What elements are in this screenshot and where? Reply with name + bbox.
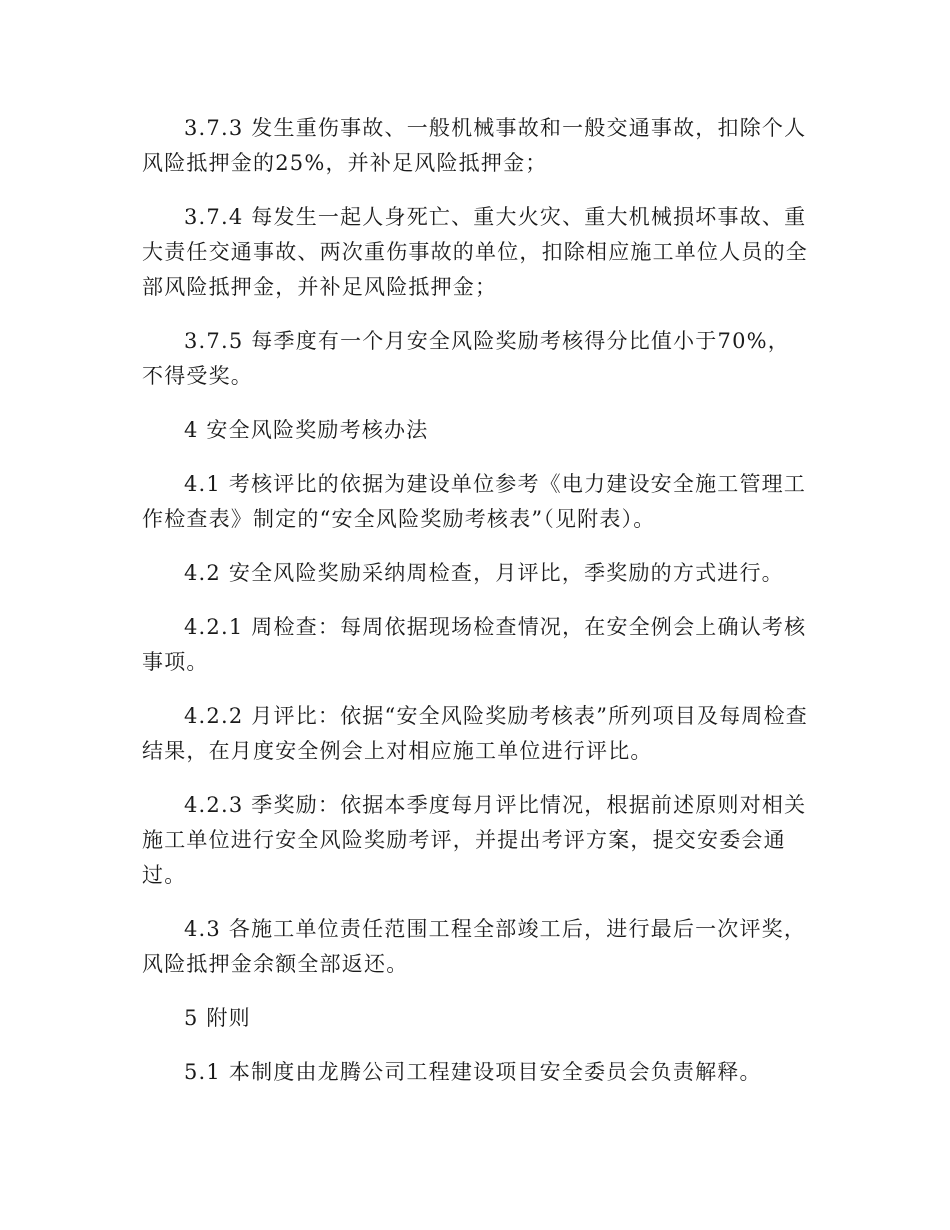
clause-3-7-5: 3.7.5 每季度有一个月安全风险奖励考核得分比值小于70%，不得受奖。	[142, 329, 790, 388]
clause-3-7-3: 3.7.3 发生重伤事故、一般机械事故和一般交通事故，扣除个人风险抵押金的25%，并补足风险抵押金；	[142, 116, 807, 175]
clause-4-2-3: 4.2.3 季奖励：依据本季度每月评比情况，根据前述原则对相关施工单位进行安全风险奖励考评，并提出考评方案，提交安委会通过。	[142, 793, 807, 887]
clause-3-7-4: 3.7.4 每发生一起人身死亡、重大火灾、重大机械损坏事故、重大责任交通事故、两次重伤事故的单位，扣除相应施工单位人员的全部风险抵押金，并补足风险抵押金；	[142, 205, 808, 299]
document-body	[142, 111, 810, 1109]
clause-4-2-1: 4.2.1 周检查：每周依据现场检查情况，在安全例会上确认考核事项。	[142, 615, 807, 674]
clause-4-2-2: 4.2.2 月评比：依据“安全风险奖励考核表”所列项目及每周检查结果，在月度安全例会上对相应施工单位进行评比。	[142, 704, 808, 763]
section-5-heading: 5 附则	[184, 1006, 251, 1030]
section-4-heading: 4 安全风险奖励考核办法	[184, 418, 429, 442]
clause-4-2: 4.2 安全风险奖励采纳周检查，月评比，季奖励的方式进行。	[184, 561, 784, 585]
clause-4-1: 4.1 考核评比的依据为建设单位参考《电力建设安全施工管理工作检查表》制定的“安全风险奖励考核表”（见附表）。	[142, 472, 807, 531]
clause-5-1: 5.1 本制度由龙腾公司工程建设项目安全委员会负责解释。	[184, 1060, 762, 1084]
clause-4-3: 4.3 各施工单位责任范围工程全部竣工后，进行最后一次评奖，风险抵押金余额全部返还。	[142, 917, 807, 976]
